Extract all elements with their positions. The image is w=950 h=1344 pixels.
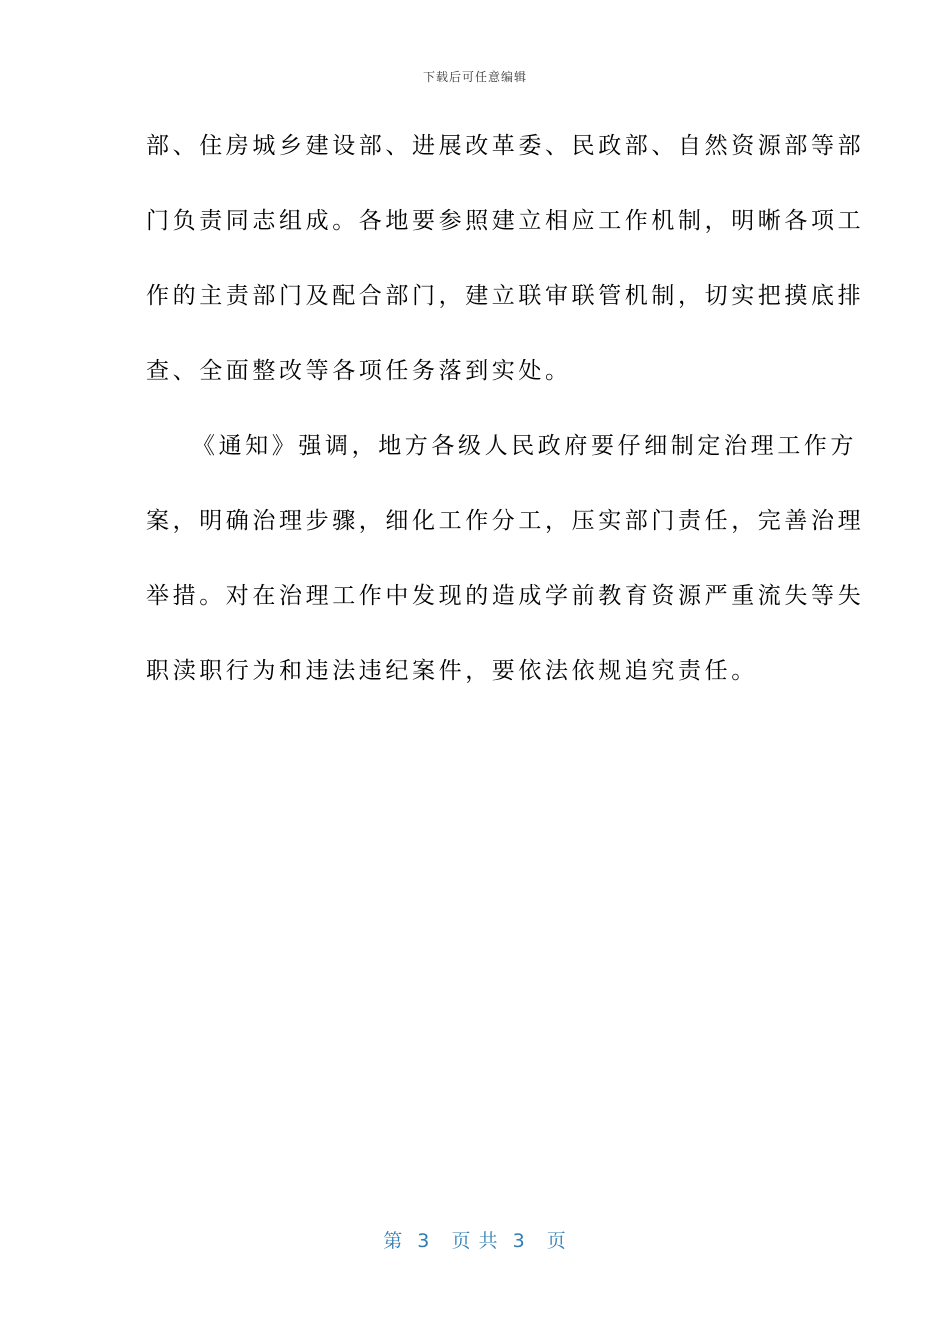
paragraph-first-line: 《通知》强调，地方各级人民政府要仔细制定治理工作方 (192, 433, 857, 459)
body-line: 案，明确治理步骤，细化工作分工，压实部门责任，完善治理 (146, 508, 865, 534)
page-number: 第 3 页 共 3 页 (383, 1230, 567, 1252)
body-line: 部、住房城乡建设部、进展改革委、民政部、自然资源部等部 (146, 133, 865, 159)
body-line: 作的主责部门及配合部门，建立联审联管机制，切实把摸底排 (146, 283, 865, 309)
body-line: 查、全面整改等各项任务落到实处。 (146, 358, 572, 384)
body-line: 门负责同志组成。各地要参照建立相应工作机制，明晰各项工 (146, 208, 865, 234)
body-line: 职渎职行为和违法违纪案件，要依法依规追究责任。 (146, 658, 758, 684)
body-line: 举措。对在治理工作中发现的造成学前教育资源严重流失等失 (146, 583, 865, 609)
header-note: 下载后可任意编辑 (422, 70, 527, 84)
